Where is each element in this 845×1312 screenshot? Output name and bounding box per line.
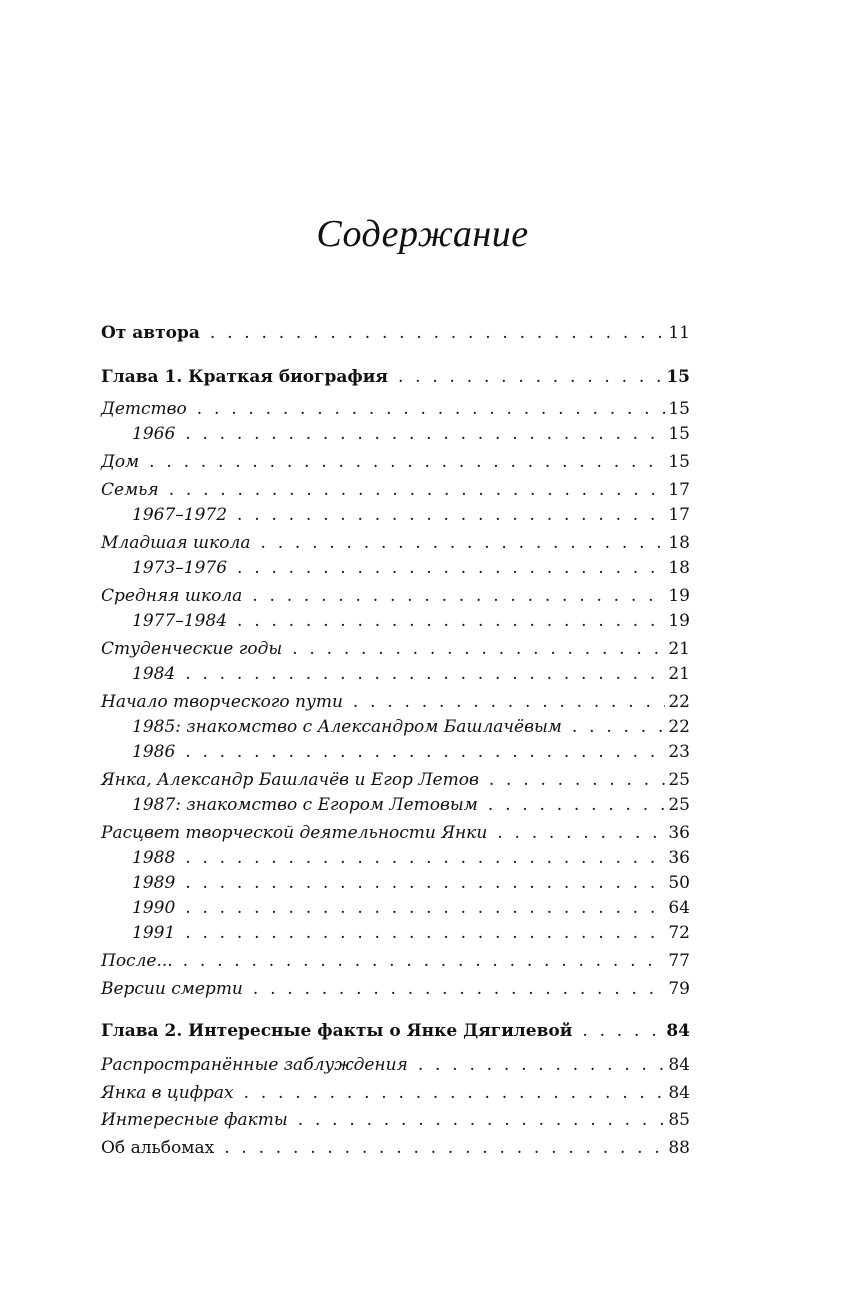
toc-entry-label: Младшая школа bbox=[101, 533, 251, 553]
toc-entry bbox=[101, 636, 690, 662]
toc-entry-label: 1991 bbox=[132, 923, 176, 943]
toc-page-number: 19 bbox=[668, 611, 690, 631]
dot-leader bbox=[292, 636, 665, 662]
toc-entry-label: Версии смерти bbox=[101, 979, 243, 999]
toc-entry-label: Дом bbox=[101, 452, 140, 472]
toc-page-number: 84 bbox=[668, 1083, 690, 1103]
toc-page-number: 85 bbox=[668, 1110, 690, 1130]
dot-leader bbox=[197, 396, 666, 422]
dot-leader bbox=[488, 792, 665, 818]
dot-leader bbox=[185, 421, 665, 447]
toc-page-number: 21 bbox=[668, 639, 690, 659]
dot-leader bbox=[169, 477, 666, 503]
dot-leader bbox=[253, 976, 665, 1002]
dot-leader bbox=[582, 1018, 663, 1044]
toc-entry-label: От автора bbox=[101, 323, 200, 343]
toc-entry-label: Глава 1. Краткая биография bbox=[101, 367, 388, 387]
toc-entry bbox=[101, 320, 690, 346]
toc-entry-label: 1967–1972 bbox=[132, 505, 228, 525]
toc-entry-label: 1987: знакомство с Егором Летовым bbox=[132, 795, 478, 815]
toc-page-number: 77 bbox=[668, 951, 690, 971]
toc-entry bbox=[101, 449, 690, 475]
toc-entry bbox=[132, 792, 690, 818]
dot-leader bbox=[185, 739, 665, 765]
toc-entry bbox=[101, 1080, 690, 1106]
toc-entry bbox=[132, 895, 690, 921]
toc-page-number: 72 bbox=[668, 923, 690, 943]
toc-entry-label: Семья bbox=[101, 480, 159, 500]
toc-page-number: 17 bbox=[668, 480, 690, 500]
toc-entry-label: Начало творческого пути bbox=[101, 692, 343, 712]
dot-leader bbox=[261, 530, 666, 556]
dot-leader bbox=[237, 555, 665, 581]
dot-leader bbox=[237, 608, 665, 634]
toc-page-number: 15 bbox=[668, 424, 690, 444]
toc-page-number: 23 bbox=[668, 742, 690, 762]
dot-leader bbox=[353, 689, 665, 715]
toc-page-number: 25 bbox=[668, 770, 690, 790]
toc-entry bbox=[101, 583, 690, 609]
dot-leader bbox=[149, 449, 665, 475]
toc-page-number: 15 bbox=[666, 367, 690, 387]
toc-entry bbox=[101, 976, 690, 1002]
toc-entry bbox=[132, 502, 690, 528]
toc-entry-label: Глава 2. Интересные факты о Янке Дягилевой bbox=[101, 1021, 573, 1041]
toc-entry-label: 1973–1976 bbox=[132, 558, 228, 578]
toc-entry bbox=[132, 555, 690, 581]
toc-page-number: 84 bbox=[668, 1055, 690, 1075]
toc-entry bbox=[101, 1107, 690, 1133]
toc-page-number: 64 bbox=[668, 898, 690, 918]
toc-page-number: 18 bbox=[668, 533, 690, 553]
toc-entry bbox=[101, 948, 690, 974]
toc-entry bbox=[101, 1018, 690, 1044]
toc-page-number: 18 bbox=[668, 558, 690, 578]
toc-entry bbox=[132, 714, 690, 740]
toc-entry-label: Детство bbox=[101, 399, 187, 419]
toc-entry bbox=[101, 364, 690, 390]
dot-leader bbox=[185, 845, 665, 871]
toc-entry-label: Расцвет творческой деятельности Янки bbox=[101, 823, 488, 843]
toc-page-number: 79 bbox=[668, 979, 690, 999]
toc-page-number: 15 bbox=[668, 452, 690, 472]
dot-leader bbox=[572, 714, 665, 740]
toc-page-number: 36 bbox=[668, 848, 690, 868]
dot-leader bbox=[185, 895, 665, 921]
dot-leader bbox=[185, 870, 665, 896]
toc-page-number: 50 bbox=[668, 873, 690, 893]
toc-entry-label: Интересные факты bbox=[101, 1110, 288, 1130]
toc-entry bbox=[132, 608, 690, 634]
toc-entry bbox=[101, 1135, 690, 1161]
toc-entry-label: Янка в цифрах bbox=[101, 1083, 234, 1103]
toc-entry-label: Средняя школа bbox=[101, 586, 243, 606]
dot-leader bbox=[183, 948, 666, 974]
toc-page-number: 17 bbox=[668, 505, 690, 525]
toc-page-number: 36 bbox=[668, 823, 690, 843]
toc-entry bbox=[132, 661, 690, 687]
toc-page-number: 21 bbox=[668, 664, 690, 684]
toc-entry bbox=[101, 820, 690, 846]
toc-page-number: 88 bbox=[668, 1138, 690, 1158]
toc-entry-label: 1989 bbox=[132, 873, 176, 893]
toc-entry bbox=[101, 767, 690, 793]
toc-entry-label: Студенческие годы bbox=[101, 639, 283, 659]
toc-entry bbox=[101, 477, 690, 503]
toc-page-number: 84 bbox=[666, 1021, 690, 1041]
dot-leader bbox=[244, 1080, 666, 1106]
toc-entry bbox=[132, 920, 690, 946]
toc-entry bbox=[101, 689, 690, 715]
dot-leader bbox=[418, 1052, 666, 1078]
toc-page-number: 22 bbox=[668, 692, 690, 712]
toc-entry bbox=[101, 396, 690, 422]
dot-leader bbox=[252, 583, 665, 609]
dot-leader bbox=[298, 1107, 666, 1133]
toc-entry-label: Об альбомах bbox=[101, 1138, 215, 1158]
toc-entry-label: 1985: знакомство с Александром Башлачёвым bbox=[132, 717, 562, 737]
toc-entry bbox=[101, 1052, 690, 1078]
toc-entry bbox=[132, 421, 690, 447]
toc-entry bbox=[132, 870, 690, 896]
dot-leader bbox=[210, 320, 665, 346]
dot-leader bbox=[489, 767, 666, 793]
toc-entry-label: 1984 bbox=[132, 664, 176, 684]
toc-entry bbox=[101, 530, 690, 556]
toc-page-number: 15 bbox=[668, 399, 690, 419]
toc-entry-label: Распространённые заблуждения bbox=[101, 1055, 408, 1075]
dot-leader bbox=[224, 1135, 665, 1161]
toc-entry-label: 1977–1984 bbox=[132, 611, 228, 631]
dot-leader bbox=[237, 502, 665, 528]
toc-page-number: 19 bbox=[668, 586, 690, 606]
dot-leader bbox=[497, 820, 665, 846]
toc-entry-label: Янка, Александр Башлачёв и Егор Летов bbox=[101, 770, 479, 790]
toc-entry-label: 1966 bbox=[132, 424, 176, 444]
toc-entry-label: 1988 bbox=[132, 848, 176, 868]
toc-page-number: 11 bbox=[668, 323, 690, 343]
toc-page-number: 25 bbox=[668, 795, 690, 815]
toc-page-number: 22 bbox=[668, 717, 690, 737]
page-title: Содержание bbox=[316, 213, 529, 255]
toc-entry-label: 1986 bbox=[132, 742, 176, 762]
toc-entry bbox=[132, 845, 690, 871]
dot-leader bbox=[398, 364, 663, 390]
toc-entry-label: После... bbox=[101, 951, 173, 971]
toc-entry-label: 1990 bbox=[132, 898, 176, 918]
dot-leader bbox=[185, 661, 665, 687]
dot-leader bbox=[185, 920, 665, 946]
toc-entry bbox=[132, 739, 690, 765]
